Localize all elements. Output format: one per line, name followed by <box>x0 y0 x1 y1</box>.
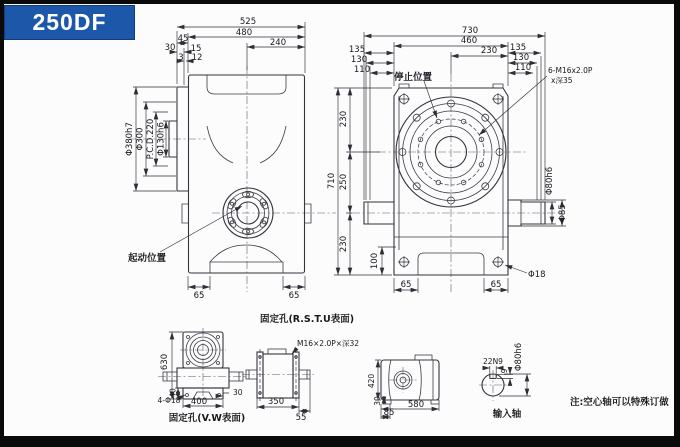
dim-65-left: 65 <box>193 291 205 301</box>
dim-110-right: 110 <box>514 63 532 73</box>
dim-dia-18: Φ18 <box>528 270 546 280</box>
dim-45: 45 <box>177 34 189 44</box>
dim-3: 3 <box>178 53 184 63</box>
dim-85: 85 <box>383 408 395 418</box>
dim-250: 250 <box>339 173 349 191</box>
dim-350: 350 <box>267 397 285 407</box>
model-number: 250DF <box>32 9 107 35</box>
dim-460: 460 <box>460 36 478 46</box>
input-shaft-detail <box>479 343 531 420</box>
dim-135-right: 135 <box>509 43 527 53</box>
left-side-view <box>125 17 336 301</box>
stop-position-label: 停止位置 <box>393 72 433 83</box>
dim-230-upper: 230 <box>339 110 349 128</box>
dim-400: 400 <box>190 397 208 407</box>
dim-135-left: 135 <box>348 45 366 55</box>
dim-15: 15 <box>190 44 202 54</box>
dim-30: 30 <box>233 388 243 397</box>
dim-130-left: 130 <box>350 55 368 65</box>
dim-55: 55 <box>295 413 307 423</box>
dim-630: 630 <box>160 353 170 371</box>
dim-dia-300: Φ300 <box>135 127 146 151</box>
dim-65-left: 65 <box>400 280 412 290</box>
top-small-view <box>158 328 248 424</box>
caption-input-shaft: 输入轴 <box>492 409 522 420</box>
dim-key-depth-9: 9 <box>500 368 509 374</box>
dim-dia-85: Φ85 <box>558 204 568 222</box>
dim-110-left: 110 <box>353 65 371 75</box>
dim-12: 12 <box>191 53 203 63</box>
right-front-view <box>327 26 593 293</box>
dim-30: 30 <box>373 396 382 406</box>
dim-240: 240 <box>269 38 287 48</box>
start-position-label: 起动位置 <box>127 253 167 264</box>
dim-480: 480 <box>235 28 253 38</box>
dim-730: 730 <box>461 26 479 36</box>
label-4-dia-18: 4-Φ18 <box>157 396 181 405</box>
tap-note: M16×2.0P×深32 <box>297 339 360 348</box>
dim-580: 580 <box>407 400 425 410</box>
dim-65-right: 65 <box>288 291 300 301</box>
dim-dia-380h7: Φ380h7 <box>125 122 135 156</box>
caption-fixing-vw: 固定孔(V.W表面) <box>168 413 246 424</box>
tap-note-line2: x深35 <box>551 76 573 85</box>
dim-100: 100 <box>370 252 380 270</box>
dim-130-right: 130 <box>512 53 530 63</box>
dim-pcd-220: P.C.D.220 <box>146 118 156 160</box>
dim-dia-80h6: Φ80h6 <box>545 166 555 196</box>
dim-710: 710 <box>327 172 337 190</box>
tap-note-line1: 6-M16x2.0P <box>548 66 593 75</box>
dim-230-top: 230 <box>480 46 498 56</box>
dim-40: 40 <box>168 388 178 398</box>
side-small-view <box>367 355 439 419</box>
caption-fixing-rstu: 固定孔(R.S.T.U表面) <box>259 314 355 325</box>
dim-525: 525 <box>239 17 257 27</box>
dim-dia-80h6-shaft: Φ80h6 <box>514 342 524 372</box>
dim-230-lower: 230 <box>339 235 349 253</box>
note-text: 注:空心轴可以特殊订做 <box>570 397 669 408</box>
dim-key-22N9: 22N9 <box>483 357 503 366</box>
dim-dia-130h6: Φ130h6 <box>156 122 167 156</box>
dim-65-right: 65 <box>490 280 502 290</box>
dim-420: 420 <box>367 373 376 389</box>
dim-30: 30 <box>164 43 176 53</box>
front-small-view <box>242 339 359 423</box>
